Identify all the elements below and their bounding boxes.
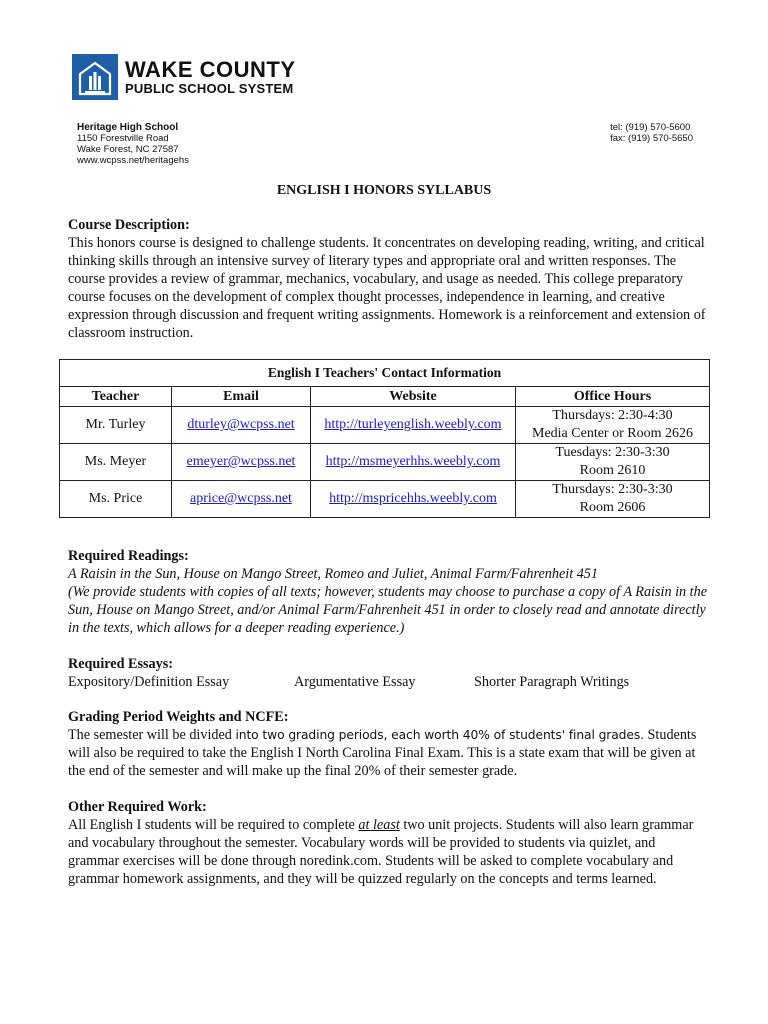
website-link[interactable]: http://mspricehhs.weebly.com <box>329 491 497 506</box>
office-hours <box>516 444 710 481</box>
office-hours-time: Thursdays: 2:30-3:30 <box>552 482 673 497</box>
essay-item: Shorter Paragraph Writings <box>474 674 630 690</box>
grading-heading: Grading Period Weights and NCFE: <box>68 709 289 725</box>
office-hours <box>516 407 710 444</box>
office-hours <box>516 481 710 518</box>
office-hours-room: Room 2610 <box>579 463 646 478</box>
required-readings-section <box>68 547 708 637</box>
office-hours-time: Thursdays: 2:30-4:30 <box>552 408 673 423</box>
course-description-section <box>68 216 708 342</box>
other-work-heading: Other Required Work: <box>68 799 207 815</box>
col-header-email: Email <box>172 387 311 407</box>
table-row <box>60 444 710 481</box>
email-link[interactable]: emeyer@wcpss.net <box>186 454 296 469</box>
school-phones <box>610 122 693 144</box>
email-link[interactable]: aprice@wcpss.net <box>190 491 292 506</box>
office-hours-time: Tuesdays: 2:30-3:30 <box>555 445 670 460</box>
page-title: ENGLISH I HONORS SYLLABUS <box>276 183 492 198</box>
address-line1: 1150 Forestville Road <box>77 133 169 144</box>
course-description-heading: Course Description: <box>68 217 190 233</box>
org-name-line1: WAKE COUNTY <box>125 56 296 82</box>
school-name: Heritage High School <box>77 122 179 133</box>
fax-number: fax: (919) 570-5650 <box>610 133 693 144</box>
teacher-name: Mr. Turley <box>60 407 172 444</box>
col-header-website: Website <box>311 387 516 407</box>
required-essays-section <box>68 655 708 691</box>
course-description-text: This honors course is designed to challenge students. It concentrates on developing reading, writing, and critical thinking skills through an intensive survey of literary types and appropriate oral and written responses. The course provides a review of grammar, mechanics, vocabulary, and usage as needed. This college preparatory course focuses on the development of complex thought processes, independence in learning, and creative expression through discussion and frequent writing assignments. Homework is a reinforcement and extension of classroom instruction. <box>68 235 706 341</box>
office-hours-room: Room 2606 <box>579 500 646 515</box>
col-header-office-hours: Office Hours <box>516 387 710 407</box>
address-line2: Wake Forest, NC 27587 <box>77 144 179 155</box>
office-hours-room: Media Center or Room 2626 <box>532 426 693 441</box>
other-work-after: two unit projects. Students will also learn grammar and vocabulary throughout the semester. Vocabulary words will be provided to students via quizlet, and grammar exercises will be done through noredink.com. Students will be asked to complete vocabulary and grammar homework assignments, and they will be quizzed regularly on the concepts and terms learned. <box>68 817 694 887</box>
website-link[interactable]: http://msmeyerhhs.weebly.com <box>325 454 501 469</box>
grading-lead: The semester will be divided <box>68 727 236 743</box>
required-readings-titles: A Raisin in the Sun, House on Mango Street, Romeo and Juliet, Animal Farm/Fahrenheit 451 <box>68 566 598 582</box>
contact-table-caption: English I Teachers' Contact Information <box>60 360 710 387</box>
school-address <box>77 122 189 166</box>
tel-number: tel: (919) 570-5600 <box>610 122 691 133</box>
required-readings-note: (We provide students with copies of all texts; however, students may choose to purchase a copy of A Raisin in the Sun, House on Mango Street, and/or Animal Farm/Fahrenheit 451 in order to closely read and annotate directly in the texts, which allows for a deeper reading experience.) <box>68 584 707 636</box>
essay-item: Expository/Definition Essay <box>68 674 230 690</box>
grading-rest: Students will also be required to take the English I North Carolina Final Exam. This is a state exam that will be given at the end of the semester and will make up the final 20% of their semester grade. <box>68 727 697 779</box>
other-work-text <box>68 816 708 888</box>
org-name-line2: PUBLIC SCHOOL SYSTEM <box>125 80 294 96</box>
essay-list <box>68 673 708 691</box>
other-work-before: All English I students will be required to complete <box>68 817 359 833</box>
grading-text <box>68 726 708 780</box>
other-work-emphasis: at least <box>358 817 400 833</box>
other-work-section <box>68 798 708 888</box>
table-row <box>60 407 710 444</box>
school-website: www.wcpss.net/heritagehs <box>77 155 189 166</box>
required-readings-heading: Required Readings: <box>68 548 189 564</box>
teacher-name: Ms. Price <box>60 481 172 518</box>
essay-item: Argumentative Essay <box>294 674 416 690</box>
schoolhouse-icon <box>72 54 118 100</box>
grading-weights: into two grading periods, each worth 40% of students' final grades. <box>235 728 644 742</box>
grading-section <box>68 708 708 780</box>
contact-table <box>59 359 710 518</box>
table-row <box>60 481 710 518</box>
email-link[interactable]: dturley@wcpss.net <box>187 417 295 432</box>
required-essays-heading: Required Essays: <box>68 656 173 672</box>
website-link[interactable]: http://turleyenglish.weebly.com <box>324 417 502 432</box>
col-header-teacher: Teacher <box>60 387 172 407</box>
teacher-name: Ms. Meyer <box>60 444 172 481</box>
district-logo <box>72 54 296 100</box>
